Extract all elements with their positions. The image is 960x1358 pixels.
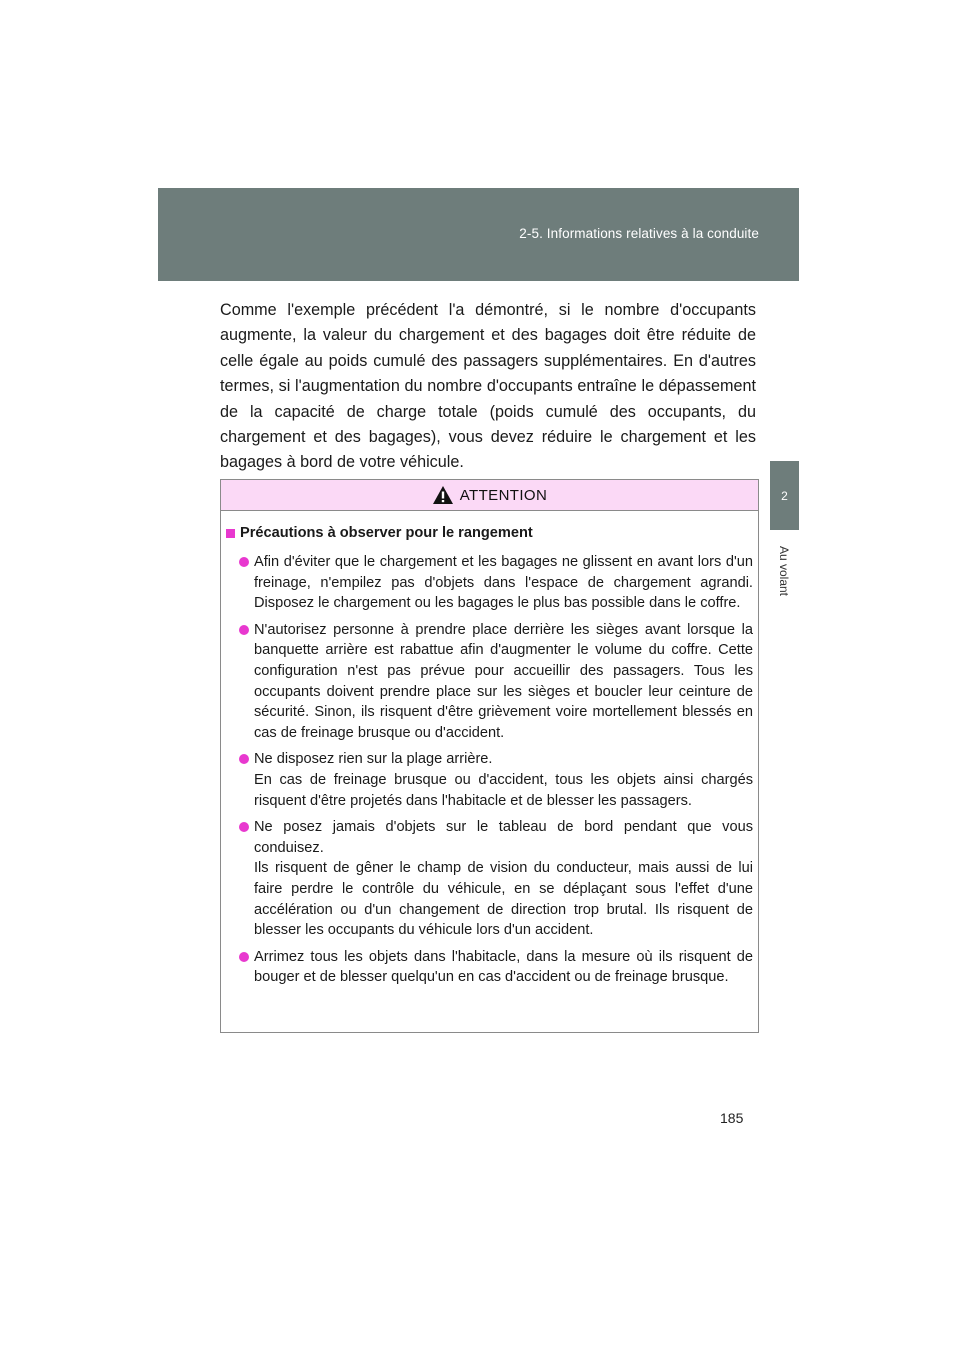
warning-box — [220, 479, 759, 1033]
warning-bullet-text: Afin d'éviter que le chargement et les bagages ne glissent en avant lors d'un freinage, n'empilez pas d'objets dans l'espace de chargement agrandi. Disposez le chargement ou les bagages le plus bas possible dans le coffre. — [254, 554, 753, 612]
header-band — [158, 188, 799, 281]
round-bullet-icon — [239, 754, 249, 764]
warning-header — [221, 480, 758, 511]
chapter-tab — [770, 461, 799, 530]
warning-bullet-item — [226, 749, 753, 811]
warning-bullet-text: Ils risquent de gêner le champ de vision du conducteur, mais aussi de lui faire perdre le contrôle du véhicule, en se déplaçant sous l'effet d'une accélération ou d'un changement de direction trop brutal. Ils risquent de blesser les occupants du véhicule lors d'un accident. — [254, 860, 753, 939]
warning-bullet-item — [226, 552, 753, 614]
warning-bullet-item — [226, 817, 753, 941]
warning-body — [221, 511, 758, 988]
page-number: 185 — [720, 1110, 744, 1126]
chapter-number: 2 — [781, 488, 788, 503]
round-bullet-icon — [239, 952, 249, 962]
warning-bullet-text: N'autorisez personne à prendre place derrière les sièges avant lorsque la banquette arrière est rabattue afin d'augmenter le volume du coffre. Cette configuration n'est pas prévue pour accueillir des passagers. Tous les occupants doivent prendre place sur les sièges et boucler leur ceinture de sécurité. Sinon, ils risquent d'être grièvement voire mortellement blessés en cas de freinage brusque ou d'accident. — [254, 621, 753, 741]
round-bullet-icon — [239, 625, 249, 635]
warning-bullet-text: En cas de freinage brusque ou d'accident, tous les objets ainsi chargés risquent d'être projetés dans l'habitacle et de blesser les passagers. — [254, 771, 753, 809]
warning-bullet-text: Arrimez tous les objets dans l'habitacle, dans la mesure où ils risquent de bouger et de blesser quelqu'un en cas d'accident ou de freinage brusque. — [254, 948, 753, 986]
round-bullet-icon — [239, 822, 249, 832]
warning-section-heading-text: Précautions à observer pour le rangement — [240, 525, 533, 541]
round-bullet-icon — [239, 557, 249, 567]
warning-bullet-text: Ne disposez rien sur la plage arrière. — [254, 751, 493, 768]
square-bullet-icon — [226, 529, 235, 538]
warning-title: ATTENTION — [459, 486, 548, 504]
warning-triangle-icon — [432, 485, 454, 505]
intro-paragraph: Comme l'exemple précédent l'a démontré, si le nombre d'occupants augmente, la valeur du chargement et des bagages doit être réduite de celle égale au poids cumulé des passagers supplémentaires. En d'autres termes, si l'augmentation du nombre d'occupants entraîne le dépassement de la capacité de charge totale (poids cumulé des occupants, du chargement et des bagages), vous devez réduire le chargement et les bagages à bord de votre véhicule. — [220, 301, 756, 472]
warning-bullet-item — [226, 947, 753, 988]
warning-bullet-item — [226, 620, 753, 744]
warning-bullet-list — [226, 552, 753, 988]
chapter-label-wrapper — [768, 536, 801, 606]
warning-bullet-text: Ne posez jamais d'objets sur le tableau de bord pendant que vous conduisez. — [254, 819, 753, 856]
warning-section-heading — [226, 523, 753, 543]
section-title: 2-5. Informations relatives à la conduite — [519, 226, 759, 241]
chapter-label: Au volant — [777, 545, 792, 597]
